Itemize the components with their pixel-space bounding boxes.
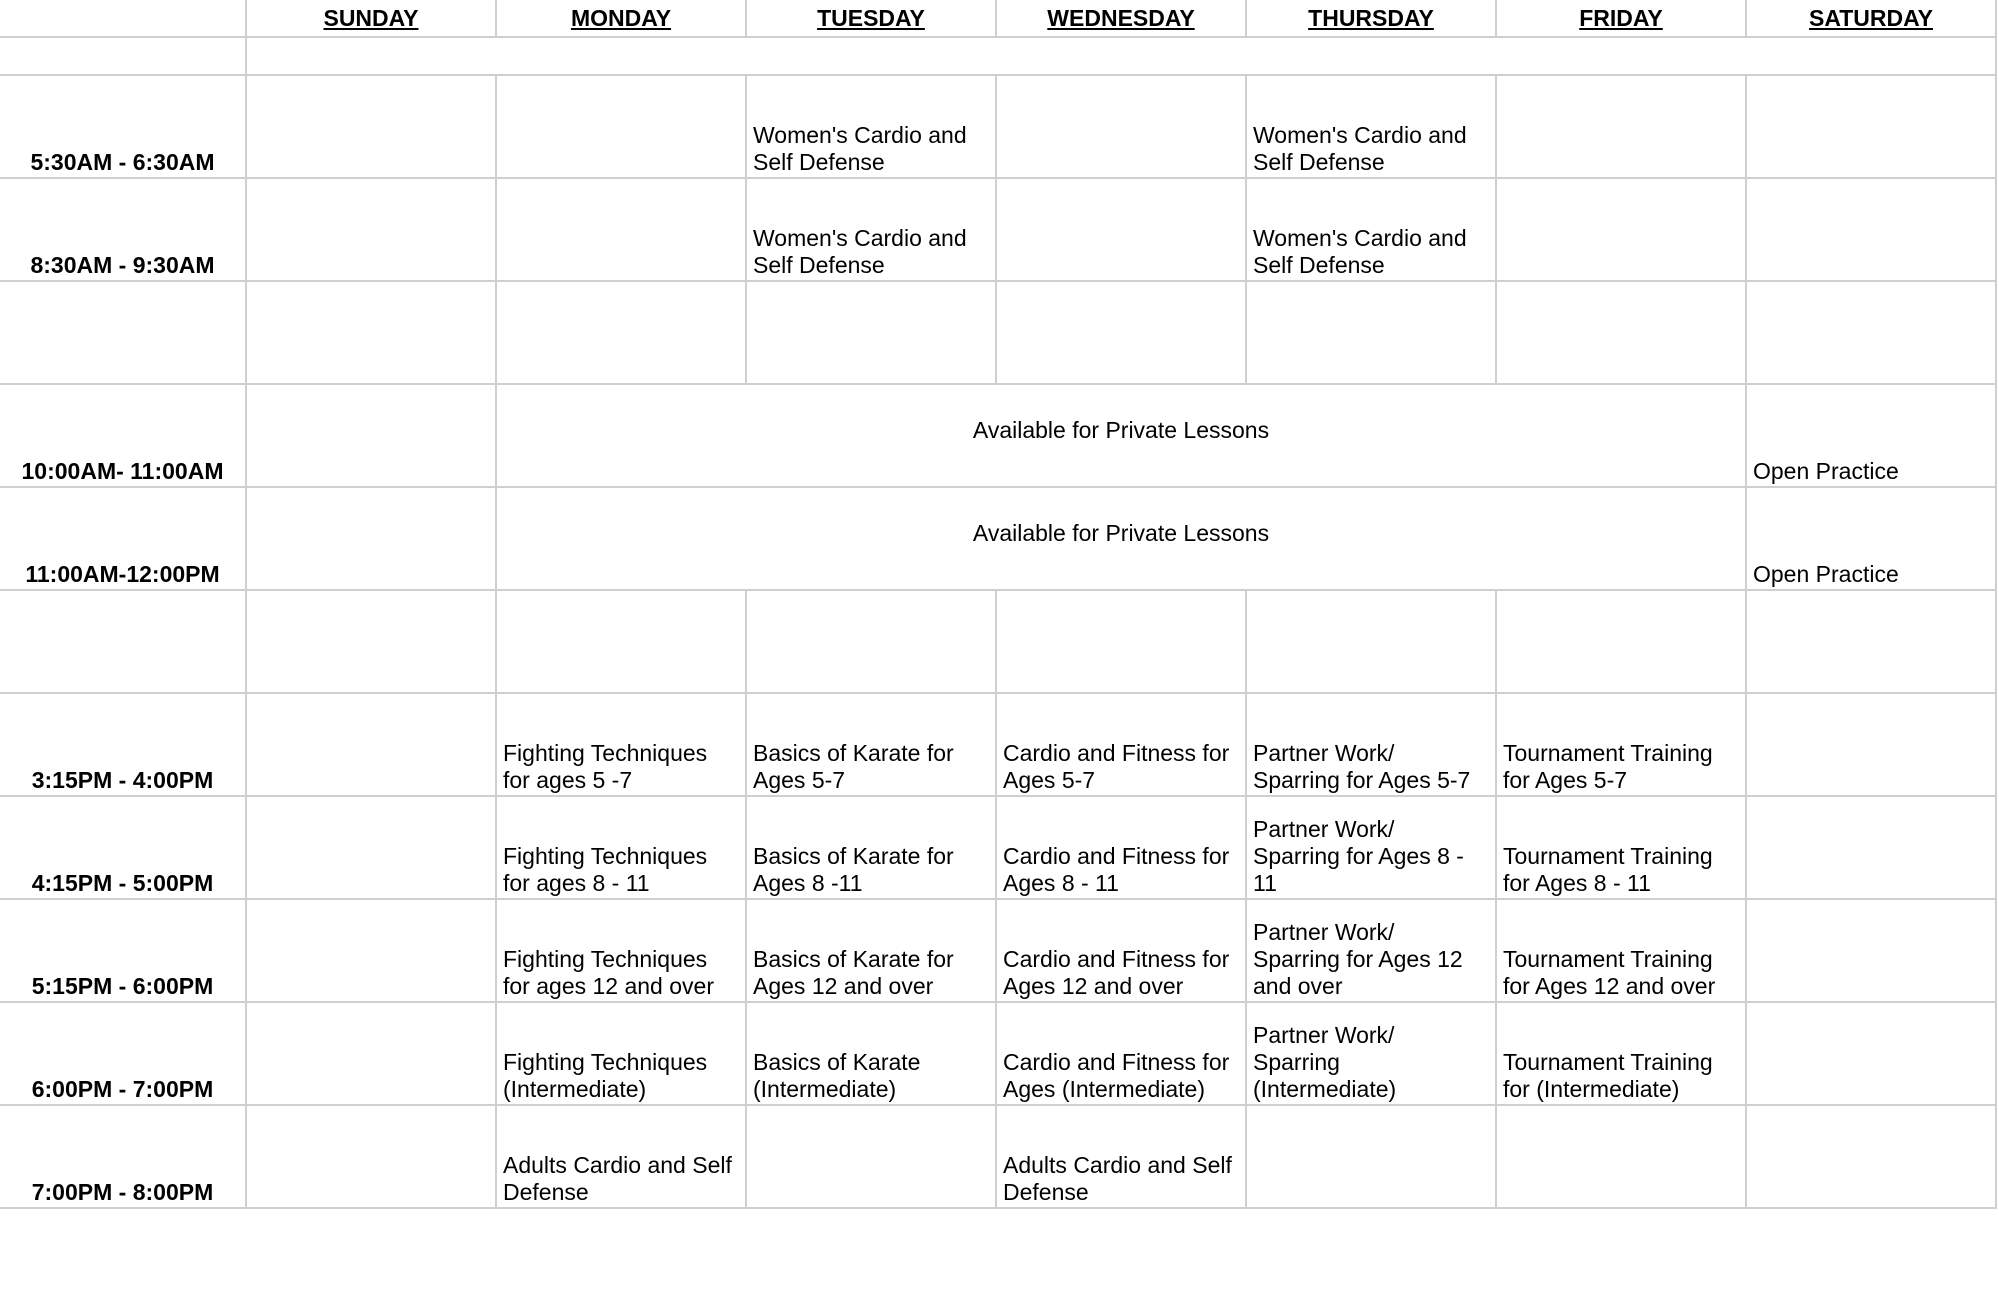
schedule-cell: [1497, 1106, 1747, 1209]
class-cell: [1247, 179, 1497, 282]
class-cell: [497, 1106, 747, 1209]
class-cell: [747, 900, 997, 1003]
class-cell: [1497, 1003, 1747, 1106]
schedule-cell: [1497, 282, 1747, 385]
class-cell: [1747, 385, 1997, 488]
schedule-cell: [247, 694, 497, 797]
schedule-cell: [747, 591, 997, 694]
corner-cell: [0, 0, 247, 38]
spacer-cell: [0, 38, 247, 76]
schedule-cell: [1247, 1106, 1497, 1209]
class-cell: [747, 1003, 997, 1106]
class-cell: [1247, 76, 1497, 179]
schedule-cell: [1747, 900, 1997, 1003]
class-cell: [1497, 694, 1747, 797]
schedule-cell: [247, 1106, 497, 1209]
class-name: Tournament Training for Ages 8 - 11: [1503, 843, 1713, 896]
header-tuesday: TUESDAY: [747, 0, 997, 38]
class-cell: [497, 1003, 747, 1106]
schedule-cell: [0, 591, 247, 694]
class-name: Fighting Techniques for ages 12 and over: [503, 946, 714, 999]
class-cell: [497, 694, 747, 797]
schedule-cell: [497, 179, 747, 282]
schedule-cell: [497, 282, 747, 385]
class-cell: [747, 797, 997, 900]
time-label: 11:00AM-12:00PM: [0, 488, 247, 591]
schedule-cell: [0, 282, 247, 385]
class-name: Partner Work/ Sparring for Ages 12 and over: [1253, 919, 1463, 999]
schedule-cell: [247, 76, 497, 179]
schedule-cell: [247, 385, 497, 488]
schedule-cell: [997, 282, 1247, 385]
class-name: Basics of Karate for Ages 5-7: [753, 740, 954, 793]
schedule-cell: [1747, 591, 1997, 694]
class-name: Cardio and Fitness for Ages (Intermediate): [1003, 1049, 1230, 1102]
class-cell: [747, 694, 997, 797]
time-label: 5:15PM - 6:00PM: [0, 900, 247, 1003]
class-name: Open Practice: [1753, 561, 1899, 587]
class-name: Cardio and Fitness for Ages 8 - 11: [1003, 843, 1230, 896]
schedule-cell: [497, 76, 747, 179]
class-cell: [997, 694, 1247, 797]
class-name: Adults Cardio and Self Defense: [1003, 1152, 1232, 1205]
class-cell: [997, 797, 1247, 900]
header-friday: FRIDAY: [1497, 0, 1747, 38]
schedule-cell: [1747, 76, 1997, 179]
time-label: 3:15PM - 4:00PM: [0, 694, 247, 797]
schedule-cell: [1747, 694, 1997, 797]
class-cell: [497, 900, 747, 1003]
schedule-cell: [247, 488, 497, 591]
class-name: Basics of Karate for Ages 8 -11: [753, 843, 954, 896]
class-cell: [747, 179, 997, 282]
schedule-cell: [997, 76, 1247, 179]
class-cell: [1247, 900, 1497, 1003]
class-name: Available for Private Lessons: [972, 520, 1270, 546]
class-cell: [1497, 797, 1747, 900]
time-label: 7:00PM - 8:00PM: [0, 1106, 247, 1209]
schedule-cell: [747, 282, 997, 385]
schedule-cell: [247, 179, 497, 282]
class-cell: [997, 1003, 1247, 1106]
class-name: Open Practice: [1753, 458, 1899, 484]
schedule-cell: [1497, 591, 1747, 694]
schedule-cell: [497, 591, 747, 694]
class-name: Women's Cardio and Self Defense: [1253, 122, 1467, 175]
schedule-cell: [997, 591, 1247, 694]
schedule-cell: [1747, 179, 1997, 282]
schedule-cell: [247, 900, 497, 1003]
header-monday: MONDAY: [497, 0, 747, 38]
time-label: 4:15PM - 5:00PM: [0, 797, 247, 900]
schedule-cell: [1497, 76, 1747, 179]
class-name: Basics of Karate (Intermediate): [753, 1049, 921, 1102]
class-name: Basics of Karate for Ages 12 and over: [753, 946, 954, 999]
class-name: Partner Work/ Sparring (Intermediate): [1253, 1022, 1397, 1102]
class-cell: [1497, 900, 1747, 1003]
schedule-cell: [1247, 282, 1497, 385]
class-cell: [1747, 488, 1997, 591]
class-name: Adults Cardio and Self Defense: [503, 1152, 732, 1205]
schedule-cell: [1747, 1106, 1997, 1209]
class-cell: [997, 1106, 1247, 1209]
class-name: Cardio and Fitness for Ages 5-7: [1003, 740, 1230, 793]
time-label: 5:30AM - 6:30AM: [0, 76, 247, 179]
time-label: 8:30AM - 9:30AM: [0, 179, 247, 282]
private-lessons-cell: [497, 488, 1747, 591]
private-lessons-cell: [497, 385, 1747, 488]
class-name: Partner Work/ Sparring for Ages 8 - 11: [1253, 816, 1464, 896]
schedule-cell: [1247, 591, 1497, 694]
schedule-cell: [247, 591, 497, 694]
class-cell: [1247, 1003, 1497, 1106]
header-saturday: SATURDAY: [1747, 0, 1997, 38]
class-name: Tournament Training for Ages 12 and over: [1503, 946, 1716, 999]
class-name: Tournament Training for (Intermediate): [1503, 1049, 1713, 1102]
header-thursday: THURSDAY: [1247, 0, 1497, 38]
schedule-cell: [247, 282, 497, 385]
spacer-cell: [247, 38, 1997, 76]
class-cell: [747, 76, 997, 179]
schedule-cell: [747, 1106, 997, 1209]
class-name: Partner Work/ Sparring for Ages 5-7: [1253, 740, 1471, 793]
schedule-cell: [1747, 1003, 1997, 1106]
schedule-cell: [997, 179, 1247, 282]
class-cell: [1247, 694, 1497, 797]
time-label: 10:00AM- 11:00AM: [0, 385, 247, 488]
class-cell: [1247, 797, 1497, 900]
class-name: Fighting Techniques (Intermediate): [503, 1049, 708, 1102]
class-name: Fighting Techniques for ages 5 -7: [503, 740, 708, 793]
class-cell: [497, 797, 747, 900]
time-label: 6:00PM - 7:00PM: [0, 1003, 247, 1106]
class-name: Women's Cardio and Self Defense: [753, 122, 967, 175]
schedule-cell: [1747, 282, 1997, 385]
schedule-cell: [1497, 179, 1747, 282]
class-name: Tournament Training for Ages 5-7: [1503, 740, 1713, 793]
schedule-cell: [1747, 797, 1997, 900]
header-wednesday: WEDNESDAY: [997, 0, 1247, 38]
class-name: Cardio and Fitness for Ages 12 and over: [1003, 946, 1230, 999]
class-name: Available for Private Lessons: [972, 417, 1270, 443]
schedule-cell: [247, 797, 497, 900]
class-name: Fighting Techniques for ages 8 - 11: [503, 843, 708, 896]
header-sunday: SUNDAY: [247, 0, 497, 38]
class-name: Women's Cardio and Self Defense: [1253, 225, 1467, 278]
schedule-cell: [247, 1003, 497, 1106]
class-cell: [997, 900, 1247, 1003]
class-name: Women's Cardio and Self Defense: [753, 225, 967, 278]
